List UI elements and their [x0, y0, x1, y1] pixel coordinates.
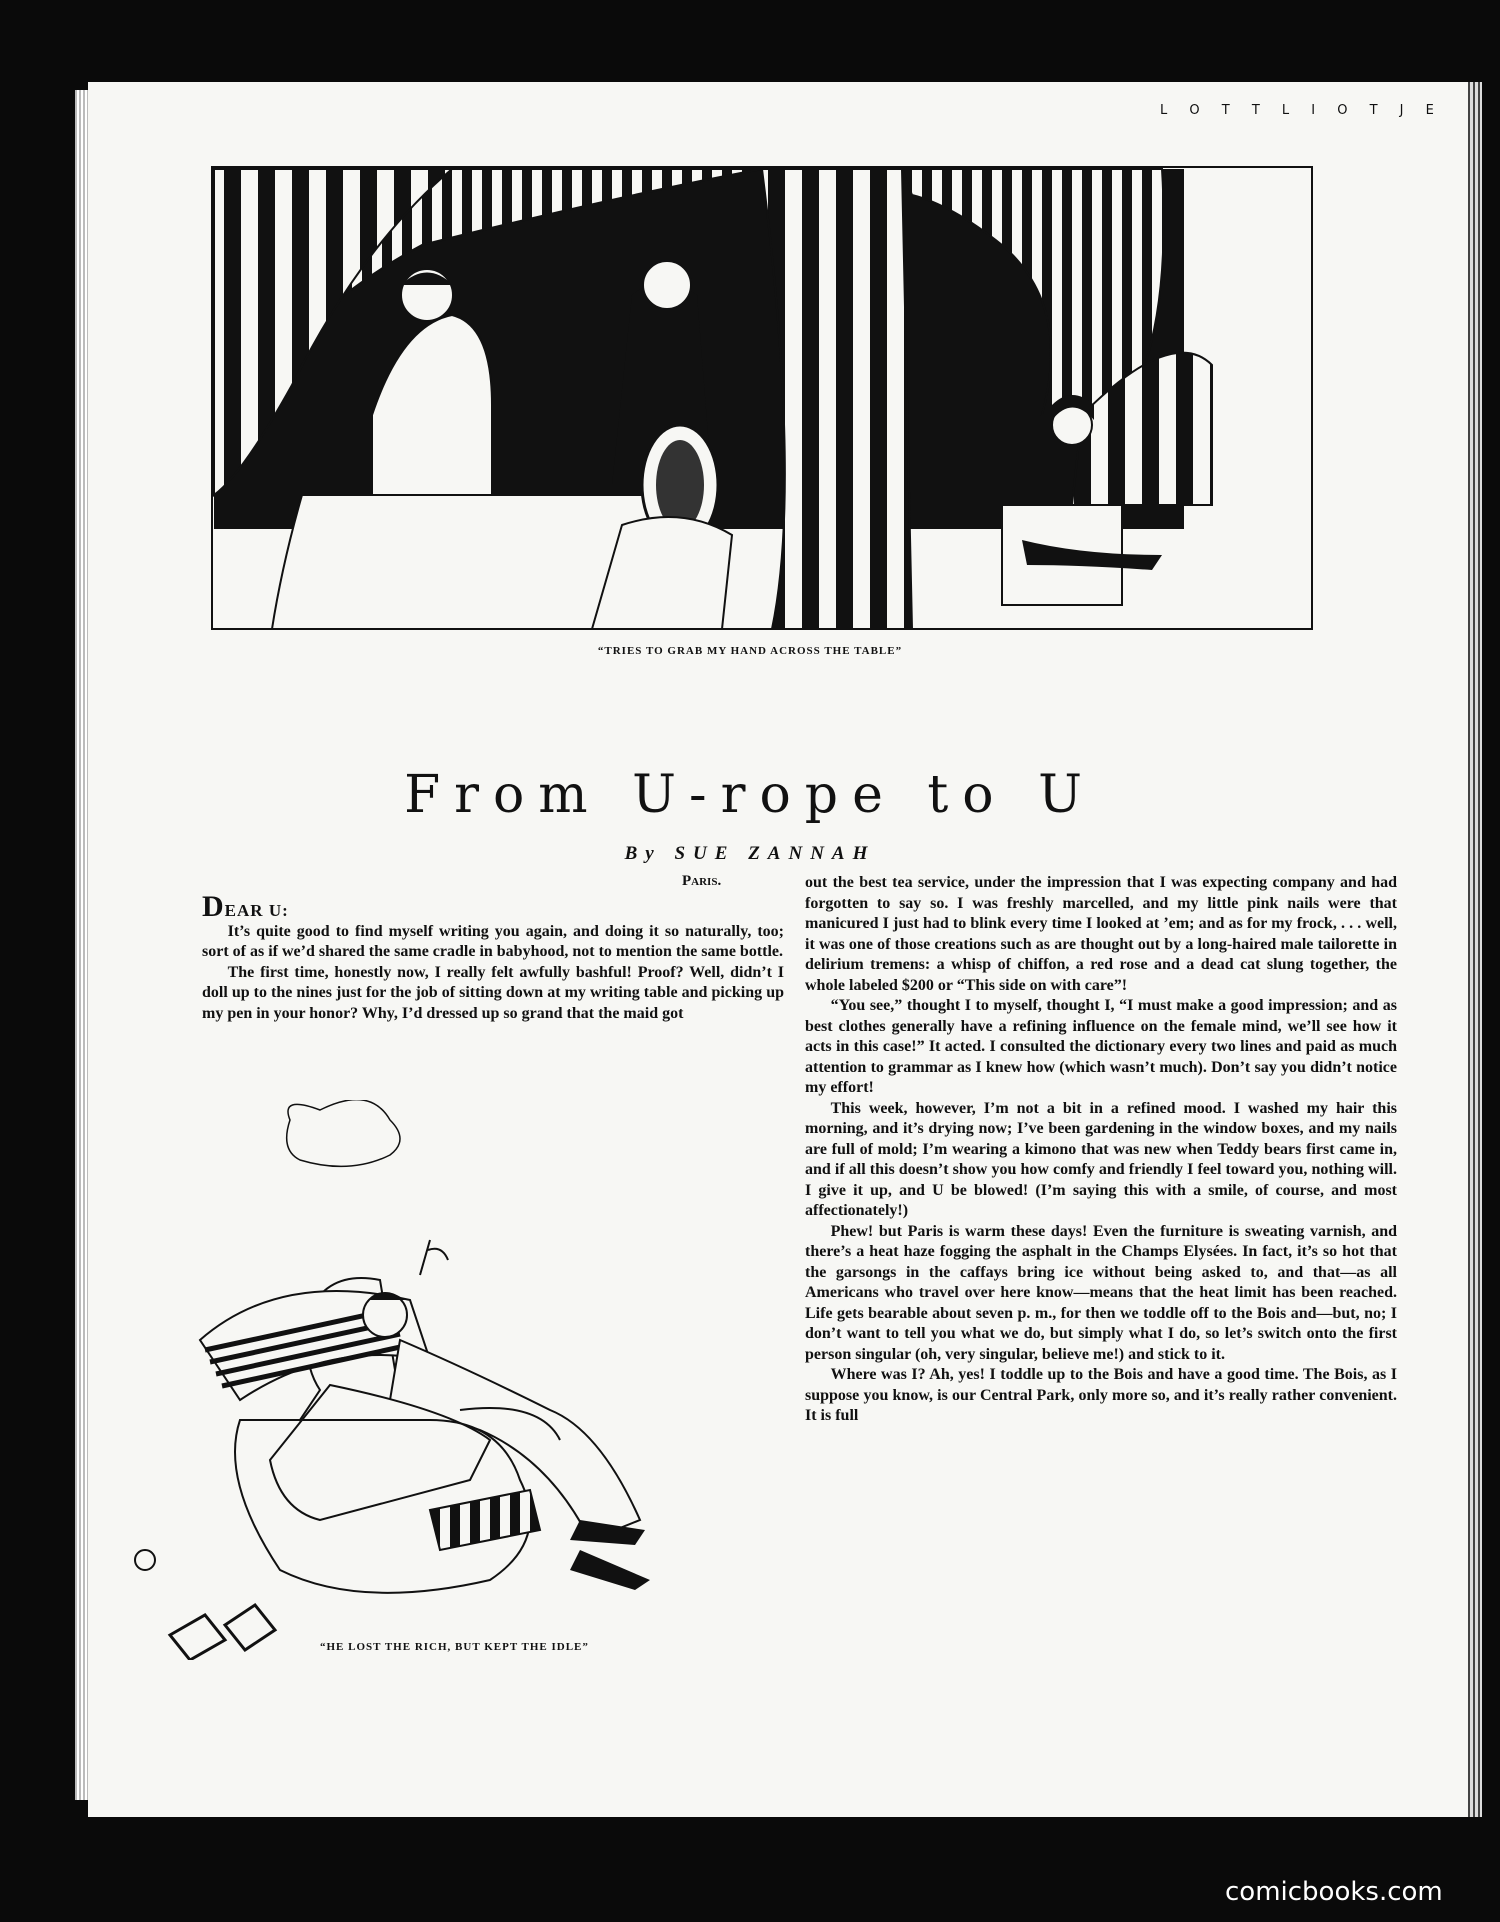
article-title: From U-rope to U	[404, 765, 1096, 825]
article-column-left	[202, 890, 784, 1024]
paragraph: Where was I? Ah, yes! I toddle up to the Bois and have a good time. The Bois, as I suppose you know, is our Central Park, only more so, and it’s really rather convenient. It is full	[805, 1366, 1397, 1424]
top-illustration-caption: “TRIES TO GRAB MY HAND ACROSS THE TABLE”	[597, 645, 903, 657]
paragraph: out the best tea service, under the impression that I was expecting company and had forgotten to say so. I was freshly marcelled, and my little pink nails were that manicured I just had to blink every time I looked at ’em; and as for my frock, . . . well, it was one of those creations such as are thought out by a long-haired male tailorette in delirium tremens: a whisp of chiffon, a red rose and a dead cat slung together, the whole labeled $200 or “This side on with care”!	[805, 874, 1397, 994]
salutation-text: EAR U:	[224, 901, 289, 920]
page-edge-left	[75, 90, 89, 1800]
salutation	[202, 890, 784, 923]
artist-signature: L O T T L I O T J E	[1160, 103, 1443, 118]
bottom-illustration-caption: “HE LOST THE RICH, BUT KEPT THE IDLE”	[320, 1641, 589, 1653]
article-dateline: Paris.	[682, 873, 722, 889]
lounging-man-illustration	[130, 1100, 790, 1660]
paragraph: The first time, honestly now, I really felt awfully bashful! Proof? Well, didn’t I doll up to the nines just for the job of sitting down at my writing table and picking up my pen in your honor? Why, I’d dressed up so grand that the maid got	[202, 963, 784, 1022]
cafe-illustration	[122, 85, 1322, 630]
paragraph: “You see,” thought I to myself, thought I, “I must make a good impression; and as best clothes generally have a refining influence on the female mind, we’ll see how it acts in this case!” It acted. I consulted the dictionary every two lines and paid as much attention to grammar as I knew how (which wasn’t much). Don’t say you didn’t notice my effort!	[805, 997, 1397, 1096]
article-column-right	[805, 873, 1397, 1427]
site-watermark: comicbooks.com	[1225, 1877, 1443, 1907]
article-byline: By SUE ZANNAH	[624, 843, 876, 864]
paragraph: It’s quite good to find myself writing you again, and doing it so naturally, too; sort of as if we’d shared the same cradle in babyhood, not to mention the same bottle.	[202, 922, 784, 960]
paragraph: This week, however, I’m not a bit in a refined mood. I washed my hair this morning, and it’s drying now; I’ve been gardening in the window boxes, and my nails are full of mold; I’m wearing a kimono that was new when Teddy bears first came in, and if all this doesn’t show you how comfy and friendly I feel toward you, nothing will. I give it up, and U be blowed! (I’m saying this with a smile, of course, and most affectionately!)	[805, 1099, 1397, 1219]
page-edge-right	[1468, 82, 1482, 1817]
paragraph: Phew! but Paris is warm these days! Even the furniture is sweating varnish, and there’s a heat haze fogging the asphalt in the Champs Elysées. In fact, it’s so hot that the garsongs in the caffays bring ice without being asked to, and that—as all Americans who travel over here know—means that the heat limit has been reached. Life gets bearable about seven p. m., for then we toddle off to the Bois and—but, no; I don’t want to tell you what we do, but simply what I do, so let’s switch onto the first person singular (oh, very singular, believe me!) and stick to it.	[805, 1222, 1397, 1363]
drop-cap: D	[202, 890, 225, 923]
